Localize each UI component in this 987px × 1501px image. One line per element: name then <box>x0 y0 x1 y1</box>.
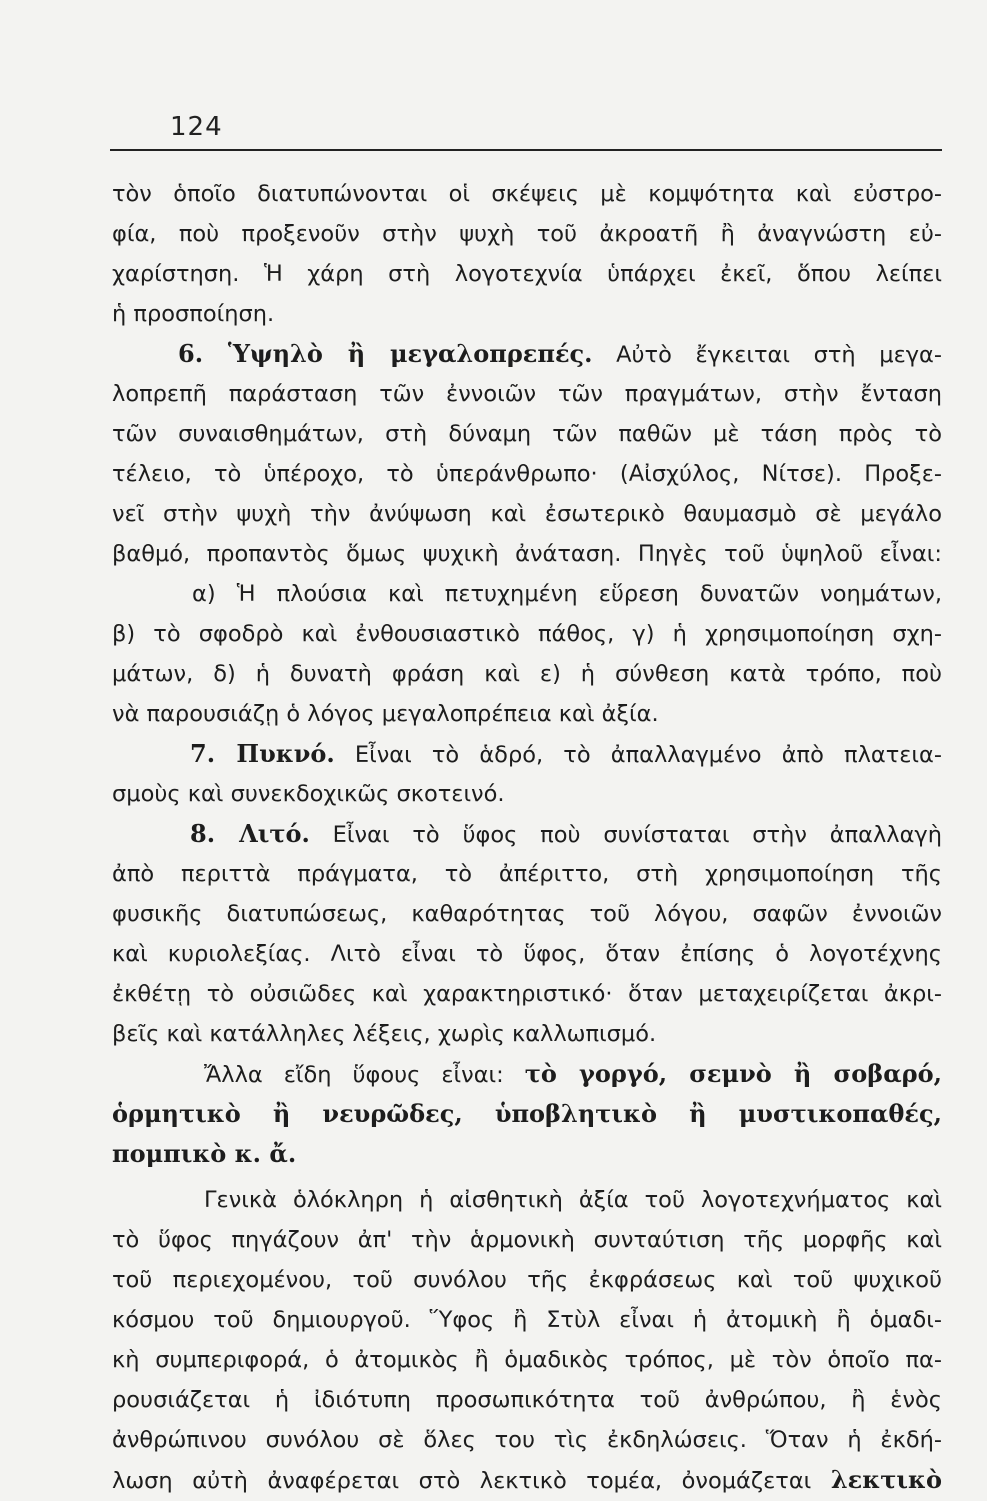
text-line: φία, ποὺ προξενοῦν στὴν ψυχὴ τοῦ ἀκροατῆ ἢ ἀναγνώστη εὐ- <box>112 221 942 247</box>
section-heading-line: 6. Ὑψηλὸ ἢ μεγαλοπρεπές. Αὐτὸ ἔγκειται στὴ μεγα- <box>178 339 942 368</box>
text-line: βεῖς καὶ κατάλληλες λέξεις, χωρὶς καλλωπισμό. <box>112 1021 657 1047</box>
text-line <box>112 1134 942 1174</box>
text-line: κὴ συμπεριφορά, ὁ ἀτομικὸς ἢ ὁμαδικὸς τρόπος, μὲ τὸν ὁποῖο πα- <box>112 1347 942 1373</box>
text-line: Γενικὰ ὁλόκληρη ἡ αἰσθητικὴ ἀξία τοῦ λογοτεχνήματος καὶ <box>204 1187 942 1213</box>
text-line: νεῖ στὴν ψυχὴ τὴν ἀνύψωση καὶ ἐσωτερικὸ θαυμασμὸ σὲ μεγάλο <box>112 501 942 527</box>
text-line: χαρίστηση. Ἡ χάρη στὴ λογοτεχνία ὑπάρχει ἐκεῖ, ὅπου λείπει <box>112 261 942 287</box>
text-line: καὶ κυριολεξίας. Λιτὸ εἶναι τὸ ὕφος, ὅταν ἐπίσης ὁ λογοτέχνης <box>112 941 942 967</box>
text-line: φυσικῆς διατυπώσεως, καθαρότητας τοῦ λόγου, σαφῶν ἐννοιῶν <box>112 901 942 927</box>
text-line: τοῦ περιεχομένου, τοῦ συνόλου τῆς ἐκφράσεως καὶ τοῦ ψυχικοῦ <box>112 1267 942 1293</box>
section-heading: 7. Πυκνό. <box>190 739 335 768</box>
text-line: μάτων, δ) ἡ δυνατὴ φράση καὶ ε) ἡ σύνθεση κατὰ τρόπο, ποὺ <box>112 661 942 687</box>
text-line: ρουσιάζεται ἡ ἰδιότυπη προσωπικότητα τοῦ ἀνθρώπου, ἢ ἑνὸς <box>112 1387 942 1413</box>
text-line: τῶν συναισθημάτων, στὴ δύναμη τῶν παθῶν μὲ τάση πρὸς τὸ <box>112 421 942 447</box>
text-line: β) τὸ σφοδρὸ καὶ ἐνθουσιαστικὸ πάθος, γ) ἡ χρησιμοποίηση σχη- <box>112 621 942 647</box>
text-line: τὸν ὁποῖο διατυπώνονται οἱ σκέψεις μὲ κομψότητα καὶ εὐστρο- <box>112 181 942 207</box>
emphasized-text: τὸ γοργό, σεμνὸ ἢ σοβαρό, <box>524 1059 942 1088</box>
section-heading-line: 8. Λιτό. Εἶναι τὸ ὕφος ποὺ συνίσταται στὴν ἀπαλλαγὴ <box>190 819 942 848</box>
text-line: ἀπὸ περιττὰ πράγματα, τὸ ἀπέριττο, στὴ χρησιμοποίηση τῆς <box>112 861 942 887</box>
text-line: ἡ προσποίηση. <box>112 301 275 327</box>
text-line: τὸ ὕφος πηγάζουν ἀπ' τὴν ἁρμονικὴ συνταύτιση τῆς μορφῆς καὶ <box>112 1227 942 1253</box>
emphasized-text: ὁρμητικὸ ἢ νευρῶδες, ὑποβλητικὸ ἢ μυστικοπαθές, <box>112 1099 942 1128</box>
text-line: λοπρεπῆ παράσταση τῶν ἐννοιῶν τῶν πραγμάτων, στὴν ἔνταση <box>112 381 942 407</box>
text-line: νὰ παρουσιάζῃ ὁ λόγος μεγαλοπρέπεια καὶ ἀξία. <box>112 701 659 727</box>
text-line: σμοὺς καὶ συνεκδοχικῶς σκοτεινό. <box>112 781 505 807</box>
text-line: λωση αὐτὴ ἀναφέρεται στὸ λεκτικὸ τομέα, ὀνομάζεται λεκτικὸ <box>112 1465 942 1494</box>
text-line <box>112 1094 942 1134</box>
page-number: 124 <box>170 112 223 142</box>
text-line: Ἄλλα εἴδη ὕφους εἶναι: τὸ γοργό, σεμνὸ ἢ σοβαρό, <box>204 1059 942 1088</box>
text-line: ἀνθρώπινου συνόλου σὲ ὅλες του τὶς ἐκδηλώσεις. Ὅταν ἡ ἐκδή- <box>112 1427 942 1453</box>
emphasized-text: πομπικὸ κ. ἄ. <box>112 1139 297 1168</box>
text-line: βαθμό, προπαντὸς ὅμως ψυχικὴ ἀνάταση. Πηγὲς τοῦ ὑψηλοῦ εἶναι: <box>112 541 942 567</box>
section-heading-line: 7. Πυκνό. Εἶναι τὸ ἁδρό, τὸ ἀπαλλαγμένο ἀπὸ πλατεια- <box>190 739 942 768</box>
text-line: α) Ἡ πλούσια καὶ πετυχημένη εὕρεση δυνατῶν νοημάτων, <box>192 581 942 607</box>
text-line: ἐκθέτῃ τὸ οὐσιῶδες καὶ χαρακτηριστικό· ὅταν μεταχειρίζεται ἀκρι- <box>112 981 942 1007</box>
emphasized-text: λεκτικὸ <box>830 1465 942 1494</box>
text-line: τέλειο, τὸ ὑπέροχο, τὸ ὑπεράνθρωπο· (Αἰσχύλος, Νίτσε). Προξε- <box>112 461 942 487</box>
header-rule <box>110 149 942 151</box>
text-line: κόσμου τοῦ δημιουργοῦ. Ὕφος ἢ Στὺλ εἶναι ἡ ἀτομικὴ ἢ ὁμαδι- <box>112 1307 942 1333</box>
section-heading: 6. Ὑψηλὸ ἢ μεγαλοπρεπές. <box>178 339 593 368</box>
section-heading: 8. Λιτό. <box>190 819 310 848</box>
